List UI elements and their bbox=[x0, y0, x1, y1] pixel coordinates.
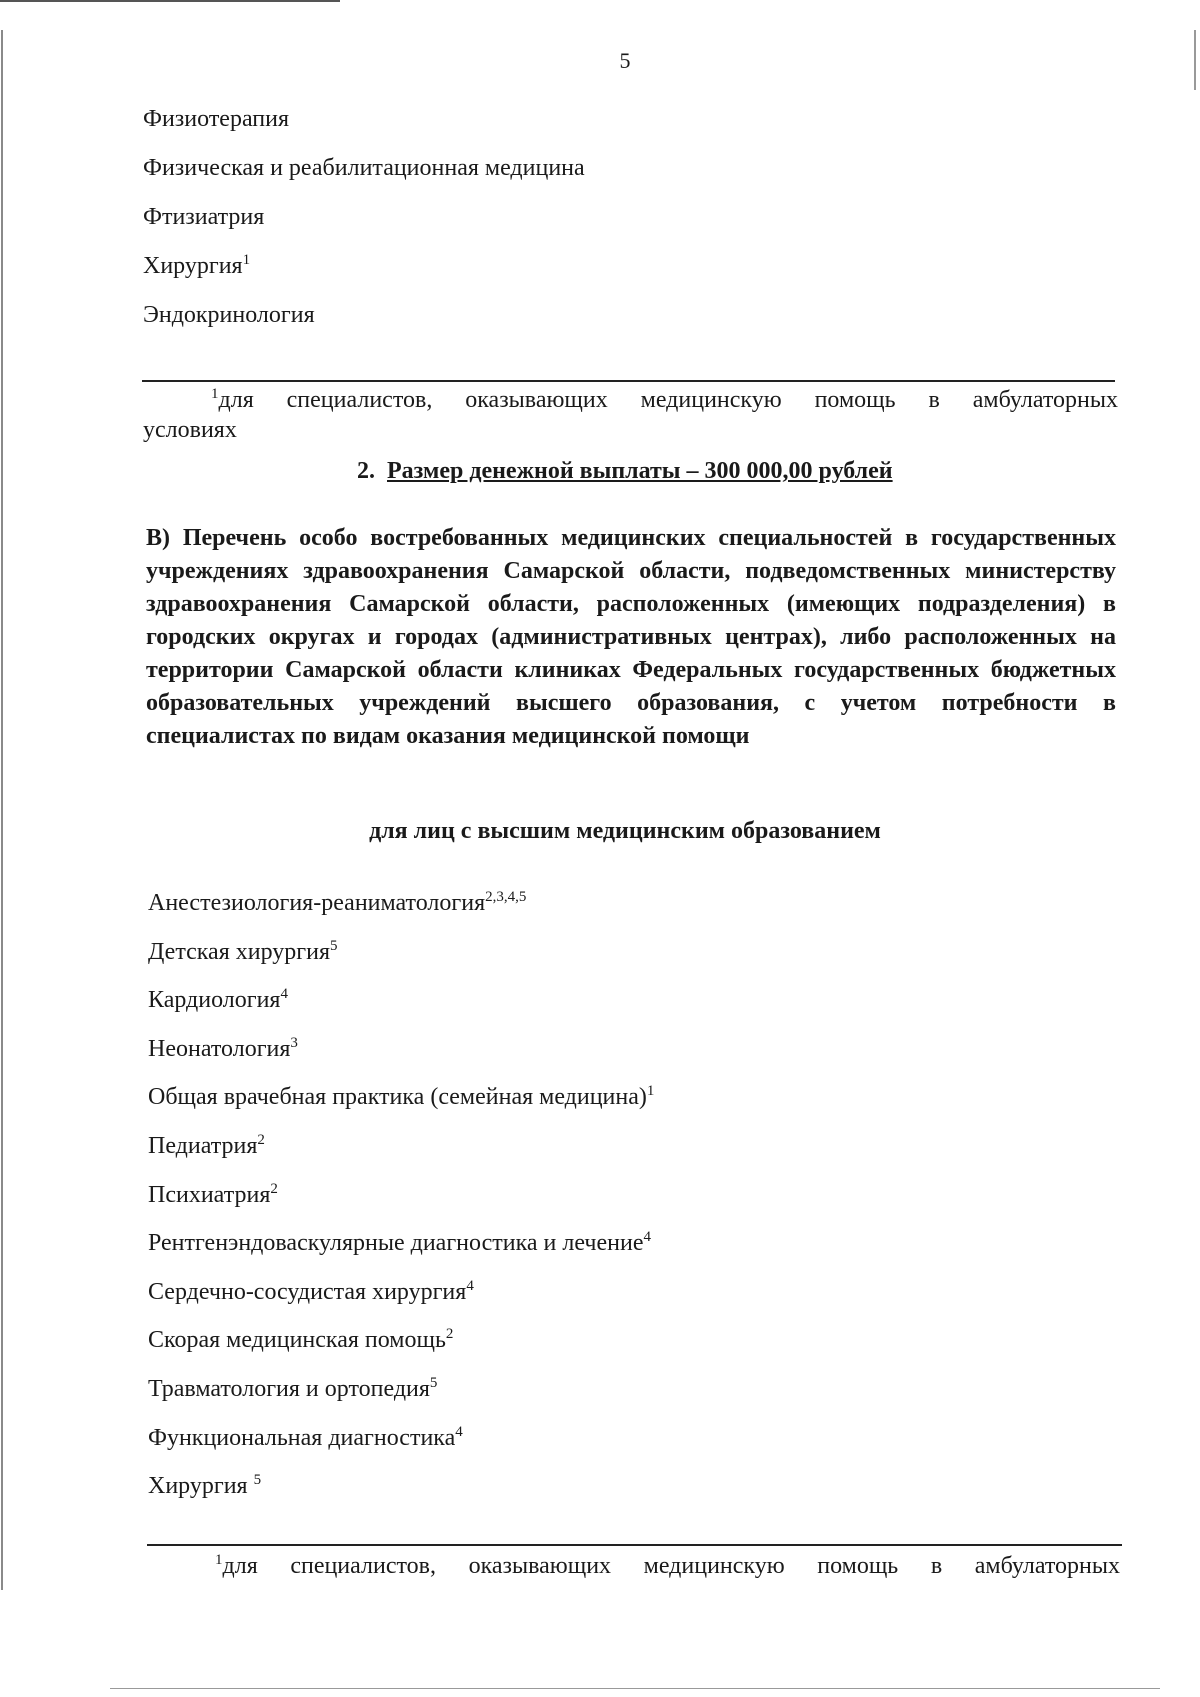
list-item: Общая врачебная практика (семейная медицина)$^1$ bbox=[148, 1083, 655, 1111]
footnote-ref: 5 bbox=[330, 937, 338, 954]
list-item: Кардиология$^4$ bbox=[148, 986, 288, 1014]
footnote-ref: 4 bbox=[643, 1229, 651, 1246]
footnote: $^1$для специалистов, оказывающих медицинскую помощь в амбулаторных bbox=[215, 1552, 1120, 1579]
section-b-paragraph: В) Перечень особо востребованных медицинских специальностей в государственных учреждениях здравоохранения Самарской области, подведомственных министерству здравоохранения Самарской области, расположенных (имеющих подразделения) в городских округах и городах (административных центрах), либо расположенных на территории Самарской области клиниках Федеральных государственных бюджетных образовательных учреждений высшего образования, с учетом потребности в специалистах по видам оказания медицинской помощи bbox=[146, 525, 1116, 749]
list-item: Анестезиология-реаниматология$^{2,3,4,5}$ bbox=[148, 889, 527, 916]
specialty-list-continued bbox=[143, 104, 585, 349]
scan-edge-bottom bbox=[110, 1688, 1160, 1689]
footnote-ref: 4 bbox=[455, 1423, 463, 1440]
scan-edge-top bbox=[0, 0, 340, 2]
list-item: Сердечно-сосудистая хирургия$^4$ bbox=[148, 1277, 474, 1305]
footnote-ref: 2 bbox=[270, 1180, 278, 1197]
list-item: Хирургия$^1$ bbox=[143, 252, 251, 279]
footnote-marker: 1 bbox=[211, 386, 219, 402]
footnote-ref: 4 bbox=[466, 1277, 474, 1294]
footnote: $^1$для специалистов, оказывающих медицинскую помощь в амбулаторных условиях bbox=[143, 386, 1118, 443]
footnote-ref: 1 bbox=[646, 1083, 655, 1100]
sub-heading: для лиц с высшим медицинским образованием bbox=[369, 818, 881, 844]
footnote-ref: 5 bbox=[429, 1374, 438, 1391]
footnote-ref: 2 bbox=[445, 1326, 454, 1343]
footnote-ref: 4 bbox=[280, 986, 288, 1003]
section-heading-title: Размер денежной выплаты – 300 000,00 рублей bbox=[387, 458, 893, 484]
list-item: Физиотерапия bbox=[143, 106, 290, 132]
list-item: Рентгенэндоваскулярные диагностика и лечение$^4$ bbox=[148, 1229, 651, 1257]
specialty-list bbox=[148, 888, 654, 1520]
footnote-ref: 3 bbox=[290, 1034, 298, 1051]
list-item: Хирургия $^5$ bbox=[148, 1472, 262, 1500]
footnote-separator bbox=[147, 1544, 1122, 1546]
list-item: Педиатрия$^2$ bbox=[148, 1131, 265, 1159]
footnote-ref: 1 bbox=[242, 252, 251, 268]
list-item: Функциональная диагностика$^4$ bbox=[148, 1423, 463, 1451]
footnote-ref: 2,3,4,5 bbox=[485, 889, 527, 905]
list-item: Травматология и ортопедия$^5$ bbox=[148, 1374, 438, 1402]
scan-edge-left bbox=[1, 30, 3, 1590]
list-item: Фтизиатрия bbox=[143, 204, 265, 230]
list-item: Детская хирургия$^5$ bbox=[148, 937, 338, 965]
footnote-ref: 5 bbox=[253, 1472, 262, 1489]
list-item: Эндокринология bbox=[143, 302, 315, 328]
footnote-separator bbox=[142, 380, 1115, 382]
list-item: Неонатология$^3$ bbox=[148, 1034, 298, 1062]
footnote-ref: 2 bbox=[257, 1131, 265, 1148]
footnote-marker: 1 bbox=[215, 1552, 223, 1568]
list-item: Скорая медицинская помощь$^2$ bbox=[148, 1326, 454, 1354]
list-item: Психиатрия$^2$ bbox=[148, 1180, 278, 1208]
section-heading: 2. Размер денежной выплаты – 300 000,00 рублей bbox=[357, 458, 893, 484]
list-item: Физическая и реабилитационная медицина bbox=[143, 155, 585, 181]
page-number: 5 bbox=[619, 48, 631, 73]
